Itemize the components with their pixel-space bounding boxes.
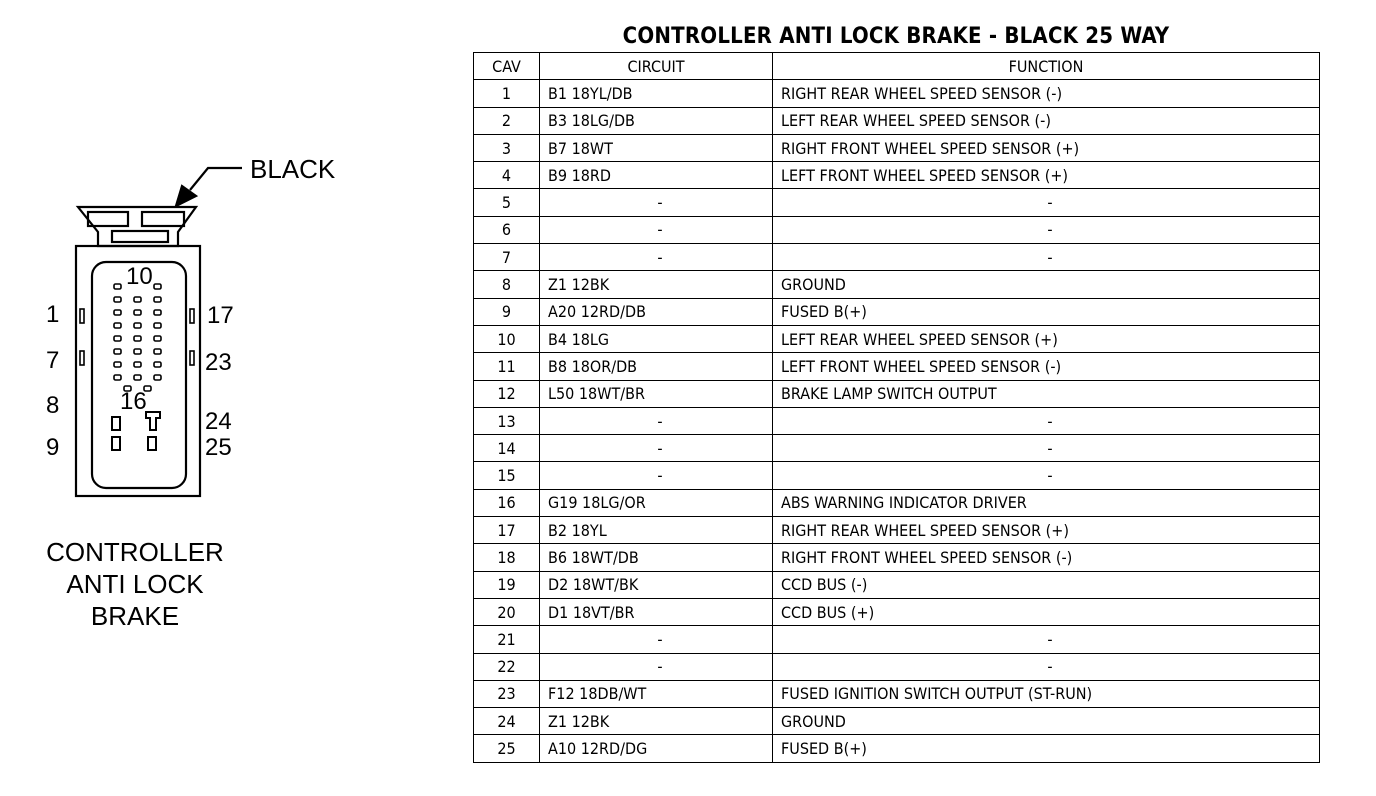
cav-cell: 12 xyxy=(474,380,540,407)
function-cell: FUSED B(+) xyxy=(773,298,1320,325)
function-cell: FUSED B(+) xyxy=(773,735,1320,762)
side-nub xyxy=(190,351,194,365)
table-row xyxy=(474,462,1320,489)
function-cell: - xyxy=(773,189,1320,216)
circuit-cell: F12 18DB/WT xyxy=(540,680,773,707)
cav-cell: 14 xyxy=(474,435,540,462)
cavity xyxy=(114,349,121,354)
table-row xyxy=(474,517,1320,544)
table-row xyxy=(474,134,1320,161)
circuit-cell: B8 18OR/DB xyxy=(540,353,773,380)
latch-slot-left xyxy=(88,212,128,226)
caption-line-2: ANTI LOCK xyxy=(66,569,204,599)
cavity xyxy=(154,297,161,302)
pin-label-16: 16 xyxy=(120,388,147,415)
cav-cell: 1 xyxy=(474,80,540,107)
cav-cell: 21 xyxy=(474,626,540,653)
function-cell: ABS WARNING INDICATOR DRIVER xyxy=(773,489,1320,516)
connector-color-label: BLACK xyxy=(250,154,336,184)
function-cell: - xyxy=(773,626,1320,653)
pin-label-25: 25 xyxy=(205,434,232,461)
circuit-cell: - xyxy=(540,626,773,653)
table-row xyxy=(474,298,1320,325)
function-cell: - xyxy=(773,435,1320,462)
pinout-table xyxy=(473,52,1320,763)
function-cell: LEFT REAR WHEEL SPEED SENSOR (-) xyxy=(773,107,1320,134)
table-row xyxy=(474,244,1320,271)
function-cell: BRAKE LAMP SWITCH OUTPUT xyxy=(773,380,1320,407)
circuit-cell: A10 12RD/DG xyxy=(540,735,773,762)
table-row xyxy=(474,735,1320,762)
latch-slot-right xyxy=(142,212,184,226)
cav-cell: 20 xyxy=(474,598,540,625)
function-cell: - xyxy=(773,653,1320,680)
connector-diagram xyxy=(0,0,470,796)
cav-cell: 11 xyxy=(474,353,540,380)
function-cell: RIGHT FRONT WHEEL SPEED SENSOR (+) xyxy=(773,134,1320,161)
circuit-cell: D1 18VT/BR xyxy=(540,598,773,625)
table-row xyxy=(474,325,1320,352)
latch-bar xyxy=(112,231,168,242)
cavity xyxy=(114,310,121,315)
circuit-cell: - xyxy=(540,244,773,271)
function-cell: FUSED IGNITION SWITCH OUTPUT (ST-RUN) xyxy=(773,680,1320,707)
pin-label-8: 8 xyxy=(46,392,60,419)
side-nub xyxy=(80,309,84,323)
function-cell: GROUND xyxy=(773,271,1320,298)
circuit-cell: B4 18LG xyxy=(540,325,773,352)
circuit-cell: A20 12RD/DB xyxy=(540,298,773,325)
leader-arrowhead xyxy=(176,186,196,206)
cav-cell: 10 xyxy=(474,325,540,352)
cavity xyxy=(114,362,121,367)
cav-cell: 22 xyxy=(474,653,540,680)
circuit-cell: B6 18WT/DB xyxy=(540,544,773,571)
pin-label-9: 9 xyxy=(46,434,60,461)
connector-caption xyxy=(20,536,250,632)
function-cell: CCD BUS (-) xyxy=(773,571,1320,598)
cavity xyxy=(114,323,121,328)
function-cell: GROUND xyxy=(773,708,1320,735)
table-row xyxy=(474,544,1320,571)
cavity xyxy=(114,336,121,341)
table-row xyxy=(474,598,1320,625)
circuit-cell: - xyxy=(540,653,773,680)
cavity-9 xyxy=(112,437,120,450)
function-cell: RIGHT REAR WHEEL SPEED SENSOR (+) xyxy=(773,517,1320,544)
table-row xyxy=(474,435,1320,462)
cav-cell: 25 xyxy=(474,735,540,762)
cav-cell: 3 xyxy=(474,134,540,161)
caption-line-1: CONTROLLER xyxy=(46,537,224,567)
cav-cell: 23 xyxy=(474,680,540,707)
cavity xyxy=(134,297,141,302)
circuit-cell: Z1 12BK xyxy=(540,271,773,298)
cav-cell: 7 xyxy=(474,244,540,271)
table-row xyxy=(474,353,1320,380)
function-cell: LEFT REAR WHEEL SPEED SENSOR (+) xyxy=(773,325,1320,352)
table-row xyxy=(474,708,1320,735)
cav-cell: 2 xyxy=(474,107,540,134)
cavity xyxy=(154,310,161,315)
cav-cell: 24 xyxy=(474,708,540,735)
circuit-cell: L50 18WT/BR xyxy=(540,380,773,407)
cavity xyxy=(154,349,161,354)
table-row xyxy=(474,216,1320,243)
table-row xyxy=(474,162,1320,189)
table-row xyxy=(474,489,1320,516)
cavity xyxy=(134,310,141,315)
header-cav: CAV xyxy=(474,53,540,80)
cavity xyxy=(134,323,141,328)
cav-cell: 15 xyxy=(474,462,540,489)
cavity xyxy=(154,323,161,328)
cavity xyxy=(134,349,141,354)
table-row xyxy=(474,107,1320,134)
circuit-cell: D2 18WT/BK xyxy=(540,571,773,598)
circuit-cell: - xyxy=(540,216,773,243)
table-row xyxy=(474,626,1320,653)
cavity xyxy=(134,336,141,341)
cavity xyxy=(134,362,141,367)
cavity xyxy=(154,336,161,341)
cavity-25 xyxy=(148,437,156,450)
leader-line xyxy=(190,168,242,190)
circuit-cell: - xyxy=(540,462,773,489)
connector-face-drawing xyxy=(0,0,470,796)
function-cell: CCD BUS (+) xyxy=(773,598,1320,625)
table-title: CONTROLLER ANTI LOCK BRAKE - BLACK 25 WAY xyxy=(622,24,1170,49)
circuit-cell: B7 18WT xyxy=(540,134,773,161)
cav-cell: 9 xyxy=(474,298,540,325)
circuit-cell: Z1 12BK xyxy=(540,708,773,735)
table-row xyxy=(474,571,1320,598)
table-row xyxy=(474,380,1320,407)
header-function: FUNCTION xyxy=(773,53,1320,80)
cav-cell: 8 xyxy=(474,271,540,298)
table-header-row xyxy=(474,53,1320,80)
cav-cell: 16 xyxy=(474,489,540,516)
function-cell: - xyxy=(773,462,1320,489)
function-cell: - xyxy=(773,407,1320,434)
cavity xyxy=(114,284,121,289)
cav-cell: 18 xyxy=(474,544,540,571)
cav-cell: 13 xyxy=(474,407,540,434)
function-cell: LEFT FRONT WHEEL SPEED SENSOR (-) xyxy=(773,353,1320,380)
function-cell: - xyxy=(773,244,1320,271)
circuit-cell: B3 18LG/DB xyxy=(540,107,773,134)
cavity xyxy=(154,362,161,367)
cavity xyxy=(114,375,121,380)
cav-cell: 6 xyxy=(474,216,540,243)
cav-cell: 19 xyxy=(474,571,540,598)
circuit-cell: B2 18YL xyxy=(540,517,773,544)
pin-label-17: 17 xyxy=(207,302,234,329)
side-nub xyxy=(80,351,84,365)
function-cell: RIGHT FRONT WHEEL SPEED SENSOR (-) xyxy=(773,544,1320,571)
circuit-cell: B9 18RD xyxy=(540,162,773,189)
table-row xyxy=(474,80,1320,107)
cavity xyxy=(134,375,141,380)
circuit-cell: - xyxy=(540,189,773,216)
cav-cell: 5 xyxy=(474,189,540,216)
cavity xyxy=(154,375,161,380)
cavity-24 xyxy=(146,412,160,430)
table-row xyxy=(474,407,1320,434)
table-row xyxy=(474,680,1320,707)
pin-label-7: 7 xyxy=(46,347,60,374)
function-cell: RIGHT REAR WHEEL SPEED SENSOR (-) xyxy=(773,80,1320,107)
circuit-cell: B1 18YL/DB xyxy=(540,80,773,107)
circuit-cell: - xyxy=(540,407,773,434)
pin-label-1: 1 xyxy=(46,301,60,328)
cav-cell: 4 xyxy=(474,162,540,189)
cavity xyxy=(154,284,161,289)
circuit-cell: - xyxy=(540,435,773,462)
pin-label-10: 10 xyxy=(126,263,153,290)
cavity-8 xyxy=(112,417,120,430)
table-row xyxy=(474,189,1320,216)
circuit-cell: G19 18LG/OR xyxy=(540,489,773,516)
cav-cell: 17 xyxy=(474,517,540,544)
table-row xyxy=(474,271,1320,298)
function-cell: LEFT FRONT WHEEL SPEED SENSOR (+) xyxy=(773,162,1320,189)
pin-label-24: 24 xyxy=(205,408,232,435)
table-row xyxy=(474,653,1320,680)
side-nub xyxy=(190,309,194,323)
function-cell: - xyxy=(773,216,1320,243)
caption-line-3: BRAKE xyxy=(90,601,180,631)
pin-label-23: 23 xyxy=(205,349,232,376)
header-circuit: CIRCUIT xyxy=(540,53,773,80)
cavity xyxy=(114,297,121,302)
